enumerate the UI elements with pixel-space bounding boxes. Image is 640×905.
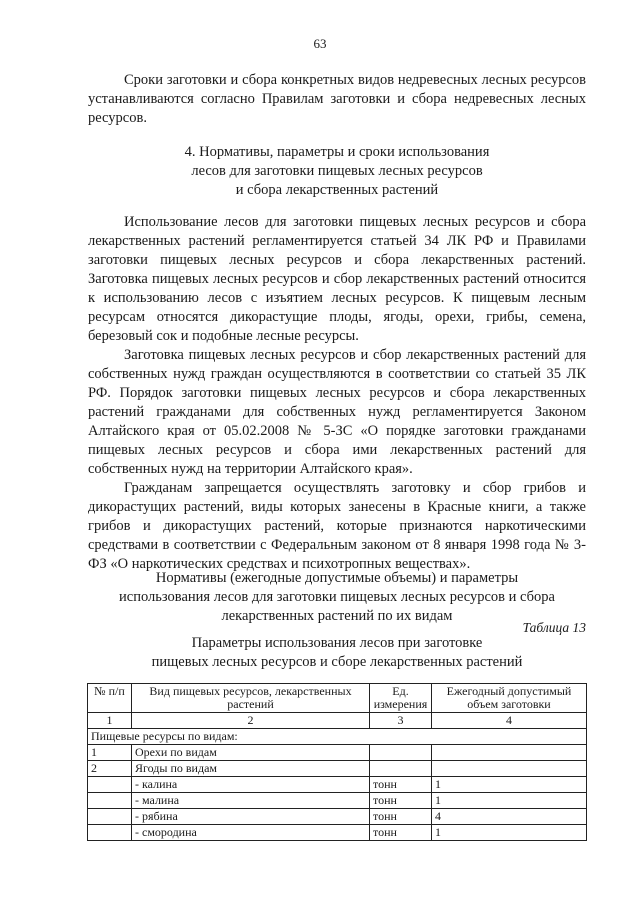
cell-unit — [370, 745, 432, 761]
cell-value — [432, 761, 587, 777]
cell-num — [88, 825, 132, 841]
cell-name: - калина — [132, 777, 370, 793]
cell-unit: тонн — [370, 777, 432, 793]
cell-num: 1 — [88, 745, 132, 761]
header-volume: Ежегодный допустимый объем заготовки — [432, 684, 587, 713]
body-paragraph: Использование лесов для заготовки пищевых лесных ресурсов и сбора лекарственных растений регламентируется статьей 34 ЛК РФ и Правилами заготовки пищевых лесных ресурсов и сбора лекарственных растений. Заготовка пищевых лесных ресурсов и сбор лекарственных растений относится к использованию лесов с изъятием лесных ресурсов. К пищевым лесным ресурсам относятся дикорастущие плоды, ягоды, орехи, грибы, семена, березовый сок и подобные лесные ресурсы. — [88, 214, 586, 344]
cell-value: 1 — [432, 777, 587, 793]
column-number: 2 — [132, 713, 370, 729]
section-body — [88, 213, 586, 574]
table-label: Таблица 13 — [522, 620, 586, 635]
column-number: 1 — [88, 713, 132, 729]
table-row — [88, 809, 587, 825]
cell-name: Ягоды по видам — [132, 761, 370, 777]
column-number: 4 — [432, 713, 587, 729]
header-kind: Вид пищевых ресурсов, лекарственных растений — [132, 684, 370, 713]
cell-name: Орехи по видам — [132, 745, 370, 761]
column-number-row — [88, 713, 587, 729]
norms-heading-line: использования лесов для заготовки пищевых лесных ресурсов и сбора — [119, 589, 555, 605]
section-heading — [88, 143, 586, 200]
intro-paragraph — [88, 71, 586, 128]
group-label: Пищевые ресурсы по видам: — [88, 729, 587, 745]
header-unit: Ед. измерения — [370, 684, 432, 713]
cell-unit — [370, 761, 432, 777]
body-paragraph: Заготовка пищевых лесных ресурсов и сбор лекарственных растений для собственных нужд граждан осуществляются в соответствии со статьей 35 ЛК РФ. Порядок заготовки пищевых лесных ресурсов и сбора лекарственных растений гражданами для собственных нужд регламентируется Законом Алтайского края от 05.02.2008 № 5-ЗС «О порядке заготовки гражданами пищевых лесных ресурсов и сбора ими лекарственных растений для собственных нужд на территории Алтайского края». — [88, 347, 586, 477]
table-title — [88, 634, 586, 672]
intro-text: Сроки заготовки и сбора конкретных видов недревесных лесных ресурсов устанавливаются согласно Правилам заготовки и сбора недревесных лесных ресурсов. — [88, 72, 586, 126]
cell-unit: тонн — [370, 793, 432, 809]
column-number: 3 — [370, 713, 432, 729]
norms-heading-line: лекарственных растений по их видам — [221, 608, 453, 624]
table-row — [88, 793, 587, 809]
table-row — [88, 777, 587, 793]
cell-name: - смородина — [132, 825, 370, 841]
cell-value: 1 — [432, 825, 587, 841]
cell-num — [88, 809, 132, 825]
cell-unit: тонн — [370, 809, 432, 825]
table-row — [88, 745, 587, 761]
page-number: 63 — [313, 36, 327, 51]
parameters-table — [87, 683, 587, 841]
norms-heading — [88, 569, 586, 626]
group-row — [88, 729, 587, 745]
table-title-line: пищевых лесных ресурсов и сборе лекарственных растений — [151, 654, 523, 670]
cell-value: 1 — [432, 793, 587, 809]
table-row — [88, 761, 587, 777]
section-heading-line: 4. Нормативы, параметры и сроки использования — [184, 144, 490, 160]
section-heading-line: и сбора лекарственных растений — [235, 182, 439, 198]
cell-value — [432, 745, 587, 761]
cell-name: - малина — [132, 793, 370, 809]
section-heading-line: лесов для заготовки пищевых лесных ресурсов — [191, 163, 483, 179]
body-paragraph: Гражданам запрещается осуществлять заготовку и сбор грибов и дикорастущих растений, виды которых занесены в Красные книги, а также грибов и дикорастущих растений, которые признаются наркотическими средствами в соответствии с Федеральным законом от 8 января 1998 года № 3-ФЗ «О наркотических средствах и психотропных веществах». — [88, 480, 586, 572]
cell-num — [88, 793, 132, 809]
cell-num: 2 — [88, 761, 132, 777]
cell-value: 4 — [432, 809, 587, 825]
cell-name: - рябина — [132, 809, 370, 825]
norms-heading-line: Нормативы (ежегодные допустимые объемы) и параметры — [155, 570, 519, 586]
cell-num — [88, 777, 132, 793]
header-num: № п/п — [88, 684, 132, 713]
table-title-line: Параметры использования лесов при заготовке — [191, 635, 483, 651]
cell-unit: тонн — [370, 825, 432, 841]
table-row — [88, 825, 587, 841]
table-header-row — [88, 684, 587, 713]
